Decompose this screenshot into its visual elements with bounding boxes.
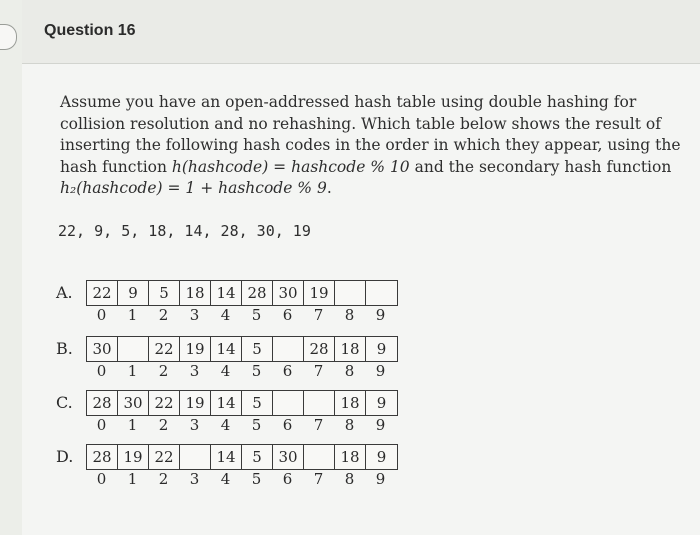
question-line-2: collision resolution and no rehashing. Which table below shows the result of — [60, 114, 661, 133]
question-line-5 — [60, 178, 692, 200]
index-label: 3 — [189, 470, 200, 488]
table-cell: 5 — [242, 337, 273, 361]
index-label: 7 — [313, 416, 324, 434]
option-label: B. — [56, 339, 73, 358]
table-cell: 18 — [335, 337, 366, 361]
left-sidebar-strip — [0, 0, 23, 535]
index-label: 4 — [220, 470, 231, 488]
hash-code-sequence: 22, 9, 5, 18, 14, 28, 30, 19 — [58, 222, 311, 240]
table-cell: 22 — [149, 445, 180, 469]
table-cell: 5 — [242, 445, 273, 469]
table-cell: 19 — [304, 281, 335, 305]
index-label: 0 — [96, 470, 107, 488]
collapse-toggle-icon[interactable] — [0, 24, 17, 50]
option-label: C. — [56, 393, 73, 412]
table-indices — [86, 305, 396, 325]
table-cell — [180, 445, 211, 469]
index-label: 5 — [251, 306, 262, 324]
table-cell: 5 — [242, 391, 273, 415]
index-label: 8 — [344, 306, 355, 324]
question-header — [22, 0, 700, 64]
index-label: 2 — [158, 306, 169, 324]
question-content — [22, 64, 700, 535]
table-cell: 18 — [180, 281, 211, 305]
table-cell — [304, 391, 335, 415]
table-cell — [366, 281, 397, 305]
table-indices — [86, 415, 396, 435]
secondary-hash-formula: h₂(hashcode) = 1 + hashcode % 9 — [60, 179, 327, 197]
index-label: 0 — [96, 362, 107, 380]
hash-table — [86, 390, 398, 416]
table-cell — [273, 391, 304, 415]
index-label: 9 — [375, 362, 386, 380]
table-cell: 19 — [118, 445, 149, 469]
table-cell: 28 — [87, 391, 118, 415]
index-label: 6 — [282, 306, 293, 324]
hash-table — [86, 280, 398, 306]
index-label: 1 — [127, 416, 138, 434]
index-label: 8 — [344, 470, 355, 488]
index-label: 2 — [158, 470, 169, 488]
hash-table — [86, 444, 398, 470]
table-cell: 28 — [87, 445, 118, 469]
index-label: 9 — [375, 416, 386, 434]
index-label: 2 — [158, 416, 169, 434]
table-cell — [304, 445, 335, 469]
index-label: 7 — [313, 362, 324, 380]
table-cell: 14 — [211, 281, 242, 305]
table-cell: 14 — [211, 337, 242, 361]
table-cell: 30 — [87, 337, 118, 361]
index-label: 4 — [220, 306, 231, 324]
table-cell: 22 — [149, 337, 180, 361]
table-cell: 9 — [376, 340, 387, 358]
index-label: 0 — [96, 416, 107, 434]
question-line-4a: hash function — [60, 157, 172, 176]
table-cell: 22 — [87, 281, 118, 305]
question-line-5b: . — [326, 179, 332, 197]
index-label: 0 — [96, 306, 107, 324]
table-cell: 18 — [335, 391, 366, 415]
index-label: 9 — [375, 306, 386, 324]
table-cell: 14 — [211, 391, 242, 415]
table-cell: 9 — [376, 394, 387, 412]
index-label: 4 — [220, 362, 231, 380]
table-cell — [335, 281, 366, 305]
table-indices — [86, 469, 396, 489]
index-label: 2 — [158, 362, 169, 380]
index-label: 8 — [344, 362, 355, 380]
index-label: 6 — [282, 470, 293, 488]
option-label: A. — [56, 283, 73, 302]
index-label: 1 — [127, 470, 138, 488]
table-cell: 5 — [149, 281, 180, 305]
question-line-4c: and the secondary hash function — [409, 157, 672, 176]
index-label: 6 — [282, 416, 293, 434]
index-label: 3 — [189, 306, 200, 324]
index-label: 5 — [251, 362, 262, 380]
table-cell: 30 — [118, 391, 149, 415]
question-title: Question 16 — [44, 22, 136, 39]
table-cell: 9 — [118, 281, 149, 305]
index-label: 1 — [127, 362, 138, 380]
index-label: 5 — [251, 470, 262, 488]
table-cell — [273, 337, 304, 361]
question-line-1: Assume you have an open-addressed hash table using double hashing for — [60, 93, 637, 111]
index-label: 3 — [189, 362, 200, 380]
table-cell — [118, 337, 149, 361]
question-text — [60, 92, 692, 200]
index-label: 9 — [375, 470, 386, 488]
index-label: 1 — [127, 306, 138, 324]
table-cell: 30 — [273, 281, 304, 305]
index-label: 8 — [344, 416, 355, 434]
table-cell: 9 — [376, 448, 387, 466]
question-line-3: inserting the following hash codes in the order in which they appear, using the — [60, 136, 681, 154]
table-cell: 14 — [211, 445, 242, 469]
table-cell: 22 — [149, 391, 180, 415]
table-cell: 28 — [242, 281, 273, 305]
index-label: 7 — [313, 470, 324, 488]
index-label: 7 — [313, 306, 324, 324]
question-line-4 — [60, 157, 692, 179]
hash-function-formula: h(hashcode) = hashcode % 10 — [171, 157, 410, 176]
table-cell: 19 — [180, 391, 211, 415]
hash-table — [86, 336, 398, 362]
option-label: D. — [56, 447, 74, 466]
table-cell: 28 — [304, 337, 335, 361]
table-cell: 19 — [180, 337, 211, 361]
table-cell: 30 — [273, 445, 304, 469]
table-cell: 18 — [335, 445, 366, 469]
index-label: 6 — [282, 362, 293, 380]
index-label: 3 — [189, 416, 200, 434]
index-label: 4 — [220, 416, 231, 434]
table-indices — [86, 361, 396, 381]
index-label: 5 — [251, 416, 262, 434]
